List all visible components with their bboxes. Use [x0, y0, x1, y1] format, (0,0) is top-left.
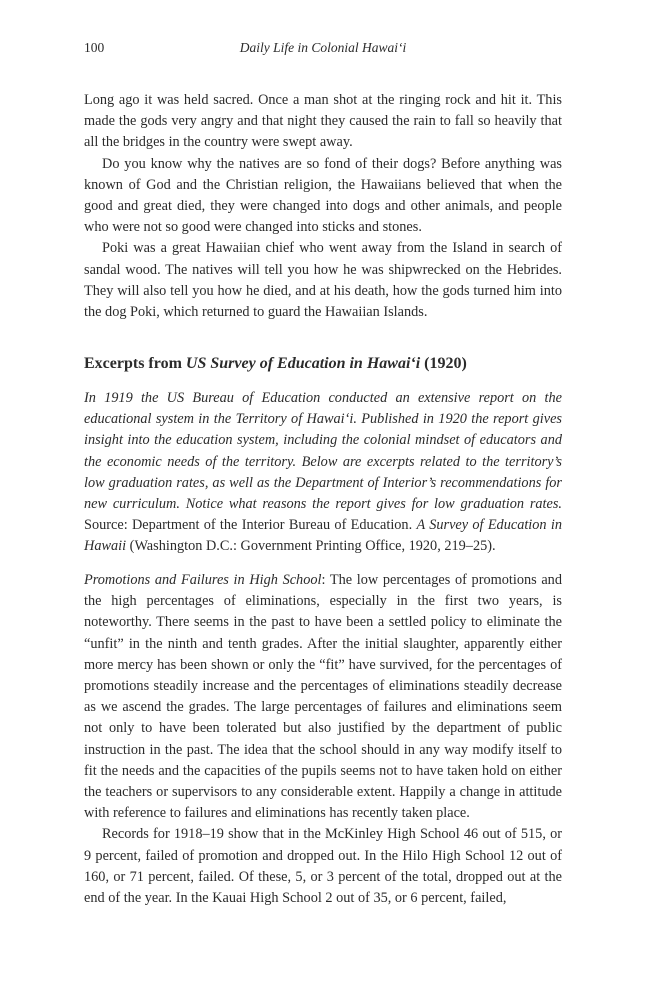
- source-prefix: Source: Department of the Interior Bureau of Education.: [84, 517, 417, 534]
- opening-paragraphs: [84, 90, 562, 323]
- page-number: 100: [84, 40, 105, 55]
- running-head: [84, 40, 562, 62]
- intro-note: In 1919 the US Bureau of Education conducted an extensive report on the educational system in the Territory of Hawai‘i. Published in 1920 the report gives insight into the education system, including the colonial mindset of educators and the economic needs of the territory. Below are excerpts related to the territory’s low graduation rates, as well as the Department of Interior’s recommendations for new curriculum. Notice what reasons the report gives for low graduation rates.: [84, 390, 562, 513]
- paragraph-sacred-rock: Long ago it was held sacred. Once a man shot at the ringing rock and hit it. This made the gods very angry and that night they caused the rain to fall so heavily that all the bridges in the country were swept away.: [84, 92, 562, 151]
- heading-prefix: Excerpts from: [84, 355, 186, 372]
- source-suffix: (Washington D.C.: Government Printing Office, 1920, 219–25).: [126, 538, 496, 555]
- section-heading: [84, 355, 562, 373]
- paragraph-poki: Poki was a great Hawaiian chief who went away from the Island in search of sandal wood. The natives will tell you how he was shipwrecked on the Hebrides. They will also tell you how he died, and at his death, how the gods turned him into the dog Poki, which returned to guard the Hawaiian Islands.: [84, 240, 562, 321]
- heading-suffix: (1920): [420, 355, 467, 372]
- book-page: [84, 40, 562, 907]
- paragraph-promotions: [84, 570, 562, 824]
- excerpt-body: [84, 570, 562, 909]
- source-title: A Survey of Education in Hawaii: [84, 517, 562, 555]
- heading-book-title: US Survey of Education in Hawai‘i: [185, 355, 421, 372]
- excerpt-lead-label: Promotions and Failures in High School: [84, 572, 322, 588]
- running-title: Daily Life in Colonial Hawai‘i: [239, 40, 407, 55]
- paragraph-records: Records for 1918–19 show that in the McKinley High School 46 out of 515, or 9 percent, failed of promotion and dropped out. In the Hilo High School 12 out of 160, or 71 percent, failed. Of these, 5, or 3 percent of the total, dropped out at the end of the year. In the Kauai High School 2 out of 35, or 6 percent, failed,: [84, 826, 562, 907]
- paragraph-dogs: Do you know why the natives are so fond of their dogs? Before anything was known of God and the Christian religion, the Hawaiians believed that when the good and great died, they were changed into dogs and other animals, and people who were not so good were changed into sticks and stones.: [84, 155, 562, 236]
- section-intro: [84, 388, 562, 558]
- excerpt-lead-rest: : The low percentages of promotions and the high percentages of eliminations, especially in the first two years, is noteworthy. There seems in the past to have been a settled policy to eliminate the “unfit” in the ninth and tenth grades. After the initial slaughter, apparently either more mercy has been shown or only the “fit” have survived, for the percentages of promotions steadily increase and the percentages of eliminations steadily decrease as we ascend the grades. The large percentages of failures and eliminations seem not only to have been tolerated but also justified by the department of public instruction in the past. The idea that the school should in any way modify itself to fit the needs and the capacities of the pupils seems not to have taken hold on either the teachers or supervisors to any considerable extent. Happily a change in attitude with reference to failures and eliminations has recently taken place.: [84, 572, 562, 822]
